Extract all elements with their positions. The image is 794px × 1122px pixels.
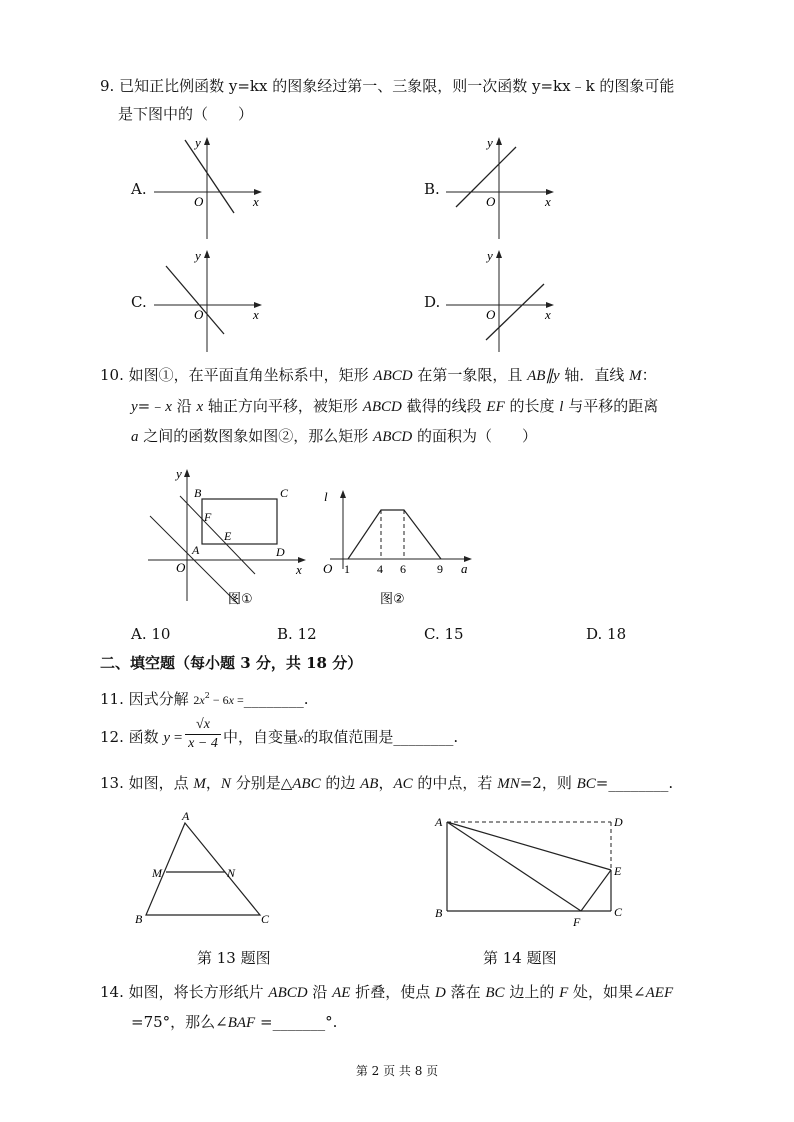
q10-choice-a: A. 10	[131, 625, 171, 643]
q13-point-b: B	[135, 912, 143, 926]
q10-stem-line3: a 之间的函数图象如图②，那么矩形 ABCD 的面积为（ ）	[131, 427, 537, 445]
fig1-point-a: A	[192, 543, 200, 557]
fig2-caption: 图②	[380, 592, 405, 607]
q9-c-x-label: x	[253, 307, 259, 322]
q13-point-n: N	[227, 866, 236, 880]
fig2-tick-6: 6	[400, 562, 406, 576]
q10-choice-c: C. 15	[424, 625, 464, 643]
q13-answer-blank[interactable]: ________	[608, 774, 669, 792]
fig2-l-label: l	[324, 489, 328, 504]
q9-b-x-label: x	[545, 194, 551, 209]
q10-figure-1	[140, 466, 310, 611]
fig2-origin-label: O	[323, 561, 333, 576]
q9-graph-b	[444, 135, 556, 241]
q9-graph-c	[152, 248, 264, 354]
q14-point-f: F	[573, 915, 581, 929]
fig2-tick-9: 9	[437, 562, 443, 576]
q12-stem-prefix: 12. 函数 y =	[100, 728, 183, 746]
q13-stem: 13. 如图，点 M，N 分别是△ABC 的边 AB，AC 的中点，若 MN=2，则 BC=________.	[100, 774, 674, 792]
q14-stem-line1: 14. 如图，将长方形纸片 ABCD 沿 AE 折叠，使点 D 落在 BC 边上的 F 处，如果∠AEF	[100, 983, 674, 1001]
fig2-tick-4: 4	[377, 562, 383, 576]
q14-point-b: B	[435, 906, 443, 920]
q9-d-origin-label: O	[486, 307, 496, 322]
q12-fraction	[185, 716, 221, 753]
q9-stem-line1: 9. 已知正比例函数 y=kx 的图象经过第一、三象限，则一次函数 y=kx﹣k 的图象可能	[100, 77, 675, 95]
q9-option-b-label: B.	[424, 180, 440, 198]
q13-figure-caption: 第 13 题图	[197, 949, 271, 967]
q12-answer-blank[interactable]: ________	[393, 728, 454, 746]
q12-denominator: x − 4	[188, 736, 218, 751]
q14-rectangle-figure	[430, 812, 630, 932]
fig1-point-b: B	[194, 486, 202, 500]
q9-option-c-label: C.	[131, 293, 147, 311]
q9-a-y-label: y	[195, 135, 201, 150]
q14-answer-blank[interactable]: _______	[272, 1013, 326, 1031]
q12-stem-suffix: 中，自变量x的取值范围是________.	[223, 728, 459, 746]
q9-option-d-label: D.	[424, 293, 441, 311]
q14-point-c: C	[614, 905, 623, 919]
q11-answer-blank[interactable]: ________	[243, 690, 304, 708]
section-2-heading: 二、填空题（每小题 3 分，共 18 分）	[100, 654, 363, 672]
q13-point-m: M	[152, 866, 162, 880]
q9-graph-d	[444, 248, 556, 354]
q14-point-d: D	[614, 815, 623, 829]
q10-choice-d: D. 18	[586, 625, 627, 643]
q9-a-origin-label: O	[194, 194, 204, 209]
fig1-y-label: y	[176, 466, 182, 481]
q9-c-origin-label: O	[194, 307, 204, 322]
fig1-caption: 图①	[228, 592, 253, 607]
fig1-x-label: x	[296, 562, 302, 577]
fig1-point-c: C	[280, 486, 289, 500]
q14-stem-line2: =75°，那么∠BAF =_______°.	[131, 1013, 338, 1031]
fig1-origin-label: O	[176, 560, 186, 575]
page-footer: 第 2 页 共 8 页	[355, 1064, 439, 1078]
fig1-point-d: D	[276, 545, 285, 559]
q9-graph-a	[152, 135, 264, 241]
q14-point-a: A	[435, 815, 443, 829]
q9-d-x-label: x	[545, 307, 551, 322]
q10-choice-b: B. 12	[277, 625, 317, 643]
q9-b-origin-label: O	[486, 194, 496, 209]
q9-a-x-label: x	[253, 194, 259, 209]
q14-point-e: E	[614, 864, 622, 878]
q13-point-c: C	[261, 912, 270, 926]
q10-figure-2	[318, 485, 478, 610]
fig1-point-f: F	[204, 510, 212, 524]
fig1-point-e: E	[224, 529, 232, 543]
q13-point-a: A	[182, 809, 190, 823]
q9-b-y-label: y	[487, 135, 493, 150]
q11-stem: 11. 因式分解 $2x^2 - 6x$ =________.	[100, 690, 309, 708]
q10-stem-line2: y=﹣x 沿 x 轴正方向平移，被矩形 ABCD 截得的线段 EF 的长度 l 与平移的距离	[131, 397, 659, 415]
q9-c-y-label: y	[195, 248, 201, 263]
fig2-tick-1: 1	[344, 562, 350, 576]
q13-triangle-figure	[130, 808, 280, 928]
q9-d-y-label: y	[487, 248, 493, 263]
q9-stem-line2: 是下图中的（ ）	[118, 105, 254, 123]
q9-option-a-label: A.	[131, 180, 147, 198]
fig2-a-label: a	[461, 561, 468, 576]
q10-stem-line1: 10. 如图①，在平面直角坐标系中，矩形 ABCD 在第一象限，且 AB∥y 轴．直线 M：	[100, 366, 657, 384]
q14-figure-caption: 第 14 题图	[483, 949, 557, 967]
q12-numerator: √x	[185, 716, 221, 735]
